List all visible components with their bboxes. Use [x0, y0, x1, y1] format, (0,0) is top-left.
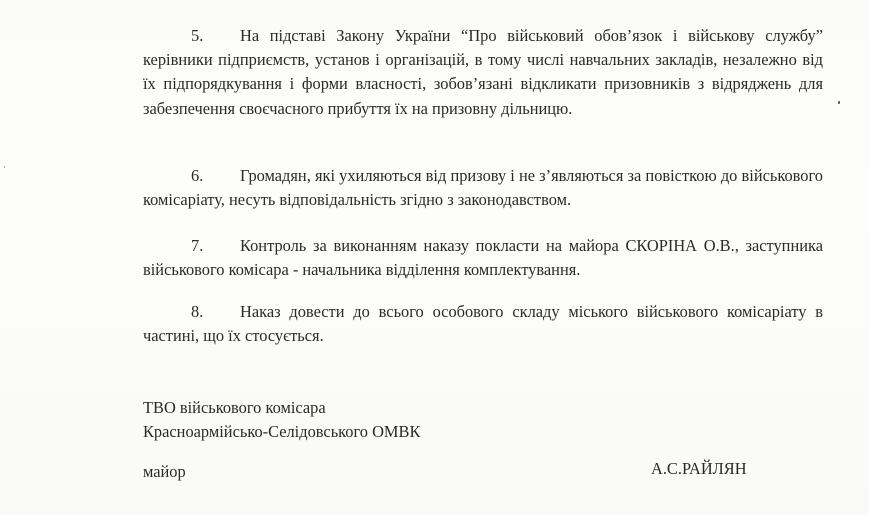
signatory-title [143, 396, 420, 444]
paragraph-5 [143, 24, 823, 121]
paragraph-6 [143, 164, 823, 212]
scan-speck [4, 166, 5, 168]
paragraph-8 [143, 300, 823, 348]
paragraph-number: 6. [191, 166, 204, 185]
paragraph-text: Наказ довести до всього особового складу міського військового комісаріату в частині, що їх стосується. [143, 302, 823, 346]
paragraph-7 [143, 234, 823, 282]
signatory-title-line-1: ТВО військового комісара [143, 398, 326, 417]
paragraph-number: 7. [191, 236, 204, 255]
paragraph-number: 8. [191, 302, 204, 321]
signatory-title-line-2: Красноармійсько-Селідовського ОМВК [143, 422, 421, 441]
paragraph-number: 5. [191, 26, 204, 45]
scan-speck [838, 101, 840, 104]
paragraph-text: Контроль за виконанням наказу покласти на майора СКОРІНА О.В., заступника військового комісара - начальника відділення комплектування. [143, 236, 823, 280]
paragraph-text: На підставі Закону України “Про військовий обов’язок і військову службу” керівники підприємств, установ і організацій, в тому числі навчальних закладів, незалежно від їх підпорядкування і форми власності, зобов’язані відкликати призовників з відряджень для забезпечення своєчасного прибуття їх на призовну дільницю. [143, 26, 823, 118]
paragraph-text: Громадян, які ухиляються від призову і не з’являються за повісткою до військового комісаріату, несуть відповідальність згідно з законодавством. [143, 166, 823, 210]
signatory-rank: майор [143, 462, 186, 481]
signatory-name: А.С.РАЙЛЯН [651, 459, 747, 478]
